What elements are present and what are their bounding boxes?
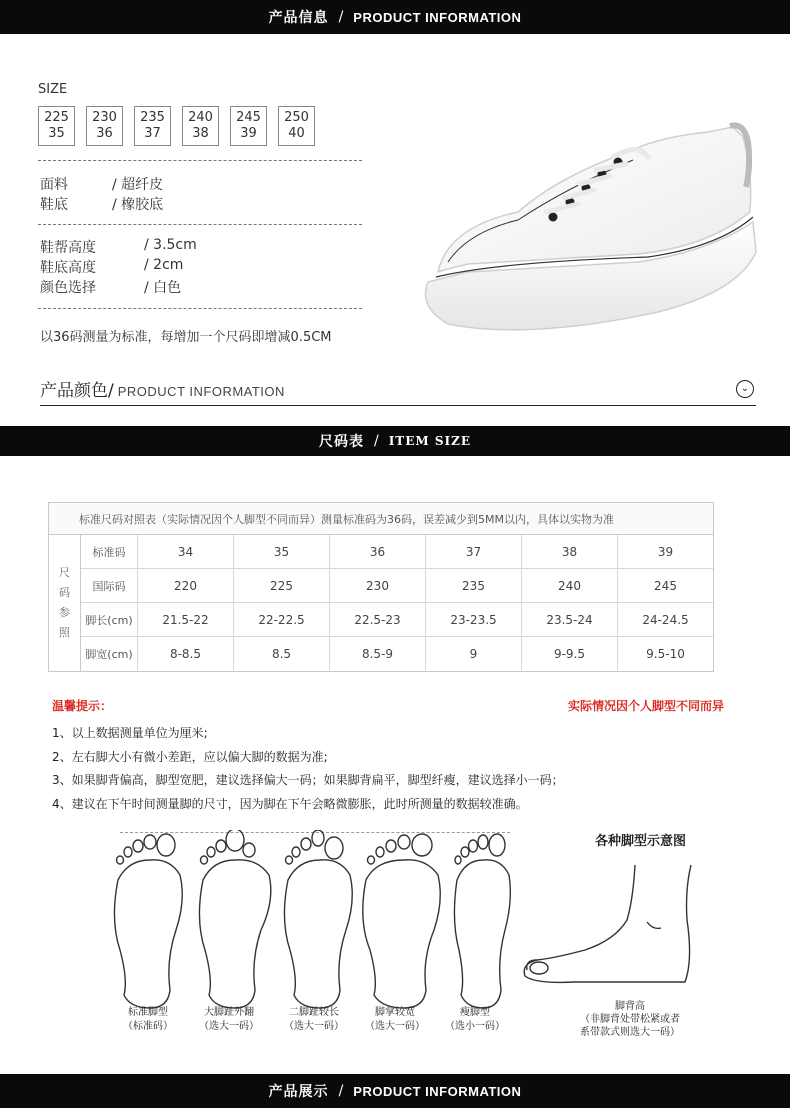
header-title: 产品展示	[268, 1084, 329, 1100]
spec-value: / 2cm	[144, 257, 184, 273]
row-header: 脚长(cm)	[85, 613, 133, 627]
table-cell: 8-8.5	[137, 637, 233, 671]
foot-type-name: 瘦脚型	[460, 1007, 490, 1018]
table-cell: 225	[233, 569, 329, 602]
table-cell: 9.5-10	[617, 637, 713, 671]
table-cell: 220	[137, 569, 233, 602]
size-option[interactable]	[134, 106, 171, 146]
spec-value: / 橡胶底	[112, 197, 164, 213]
size-chart-caption: 标准尺码对照表（实际情况因个人脚型不同而异）测量标准码为36码，误差减少到5MM以内，具体以实物为准	[49, 503, 713, 535]
table-cell: 39	[617, 535, 713, 568]
spec-row	[40, 194, 163, 214]
foot-types-illustration	[100, 830, 520, 1010]
size-eu: 36	[96, 126, 113, 141]
table-cell: 230	[329, 569, 425, 602]
size-cn: 250	[284, 110, 309, 125]
table-cell: 23-23.5	[425, 603, 521, 636]
divider	[38, 160, 362, 161]
foot-type-name: 二脚趾较长	[289, 1007, 339, 1018]
list-item: 3、如果脚背偏高，脚型宽肥，建议选择偏大一码；如果脚背扁平，脚型纤瘦，建议选择小一码；	[52, 773, 564, 787]
chevron-down-icon[interactable]: ⌄	[736, 380, 754, 398]
size-option[interactable]	[182, 106, 219, 146]
header-title: 尺码表	[318, 434, 364, 450]
side-char: 照	[59, 626, 70, 639]
divider	[38, 224, 362, 225]
side-char: 参	[59, 606, 70, 619]
size-cn: 240	[188, 110, 213, 125]
foot-type-name: 大脚趾外翻	[204, 1007, 254, 1018]
size-chart-grid	[81, 535, 713, 671]
header-subtitle: ITEM SIZE	[388, 434, 472, 448]
size-eu: 38	[192, 126, 209, 141]
foot-type-tip: （选大一码）	[199, 1021, 259, 1032]
size-label: SIZE	[38, 82, 68, 97]
table-cell: 9-9.5	[521, 637, 617, 671]
table-cell: 235	[425, 569, 521, 602]
spec-row	[40, 237, 197, 257]
size-option[interactable]	[230, 106, 267, 146]
size-eu: 39	[240, 126, 257, 141]
header-bar-product-display	[0, 1074, 790, 1108]
tips-title: 温馨提示：	[52, 699, 113, 713]
table-cell: 36	[329, 535, 425, 568]
size-cn: 245	[236, 110, 261, 125]
size-option[interactable]	[38, 106, 75, 146]
foot-type-tip: （选大一码）	[284, 1021, 344, 1032]
table-row	[81, 603, 713, 637]
table-cell: 23.5-24	[521, 603, 617, 636]
table-cell: 22-22.5	[233, 603, 329, 636]
tips-note: 实际情况因个人脚型不同而异	[567, 699, 724, 713]
size-box-list	[38, 106, 315, 146]
header-subtitle: PRODUCT INFORMATION	[353, 1083, 522, 1099]
size-eu: 40	[288, 126, 305, 141]
spec-key: 鞋帮高度	[40, 240, 96, 256]
caption-line: （非脚背处带松紧或者	[580, 1014, 680, 1025]
tips-list	[52, 722, 564, 816]
spec-row	[40, 174, 163, 194]
row-header: 标准码	[92, 545, 126, 559]
table-cell: 8.5-9	[329, 637, 425, 671]
size-cn: 235	[140, 110, 165, 125]
foot-type-caption	[187, 1006, 271, 1034]
side-foot-illustration	[515, 860, 725, 990]
row-header: 脚宽(cm)	[85, 648, 133, 661]
side-diagram-caption	[540, 1000, 720, 1039]
divider	[38, 308, 362, 309]
spec-key: 鞋底	[40, 197, 68, 213]
sneaker-image	[408, 112, 770, 342]
table-row	[81, 535, 713, 569]
foot-type-tip: （标准码）	[123, 1021, 173, 1032]
color-section-subtitle: PRODUCT INFORMATION	[117, 384, 285, 399]
spec-value: / 超纤皮	[112, 177, 164, 193]
foot-type-tip: （选大一码）	[365, 1021, 425, 1032]
table-row	[81, 569, 713, 603]
header-separator: /	[338, 1083, 344, 1099]
list-item: 4、建议在下午时间测量脚的尺寸，因为脚在下午会略微膨胀，此时所测量的数据较准确。	[52, 796, 528, 811]
table-cell: 35	[233, 535, 329, 568]
spec-key: 鞋底高度	[40, 260, 96, 276]
table-cell: 22.5-23	[329, 603, 425, 636]
foot-type-name: 标准脚型	[128, 1007, 168, 1018]
header-subtitle: PRODUCT INFORMATION	[353, 9, 522, 25]
table-cell: 24-24.5	[617, 603, 713, 636]
header-title: 产品信息	[268, 10, 329, 26]
spec-row	[40, 257, 183, 277]
spec-key: 面料	[40, 177, 68, 193]
caption-line: 系带款式则选大一码）	[580, 1027, 680, 1038]
table-cell: 240	[521, 569, 617, 602]
size-option[interactable]	[86, 106, 123, 146]
table-cell: 8.5	[233, 637, 329, 671]
foot-type-caption	[106, 1006, 190, 1034]
side-diagram-title: 各种脚型示意图	[595, 834, 687, 849]
caption-line: 脚背高	[615, 1001, 645, 1012]
spec-value: / 白色	[144, 280, 182, 296]
spec-row	[40, 277, 181, 297]
foot-type-caption	[433, 1006, 517, 1034]
size-chart-table	[48, 502, 714, 672]
header-separator: /	[338, 9, 344, 25]
spec-value: / 3.5cm	[144, 237, 197, 253]
table-cell: 34	[137, 535, 233, 568]
foot-type-caption	[353, 1006, 437, 1034]
measure-note: 以36码测量为标准，每增加一个尺码即增减0.5CM	[40, 330, 332, 345]
side-char: 码	[59, 586, 70, 599]
size-cn: 230	[92, 110, 117, 125]
size-eu: 37	[144, 126, 161, 141]
foot-type-name: 脚掌较宽	[375, 1007, 415, 1018]
spec-key: 颜色选择	[40, 280, 96, 296]
size-eu: 35	[48, 126, 65, 141]
color-section-header	[40, 376, 285, 401]
table-cell: 38	[521, 535, 617, 568]
list-item: 2、左右脚大小有微小差距，应以偏大脚的数据为准;	[52, 749, 328, 764]
size-cn: 225	[44, 110, 69, 125]
divider	[40, 405, 756, 406]
foot-type-caption	[272, 1006, 356, 1034]
color-section-title: 产品颜色/	[40, 381, 114, 401]
size-chart-side-label	[49, 535, 81, 671]
table-cell: 9	[425, 637, 521, 671]
table-cell: 37	[425, 535, 521, 568]
table-row	[81, 637, 713, 671]
list-item: 1、以上数据测量单位为厘米;	[52, 726, 208, 740]
side-char: 尺	[59, 566, 70, 579]
row-header: 国际码	[92, 579, 126, 593]
header-separator: /	[373, 433, 379, 449]
size-option[interactable]	[278, 106, 315, 146]
header-bar-size-chart	[0, 426, 790, 456]
table-cell: 21.5-22	[137, 603, 233, 636]
header-bar-product-info	[0, 0, 790, 34]
foot-type-tip: （选小一码）	[445, 1021, 505, 1032]
table-cell: 245	[617, 569, 713, 602]
